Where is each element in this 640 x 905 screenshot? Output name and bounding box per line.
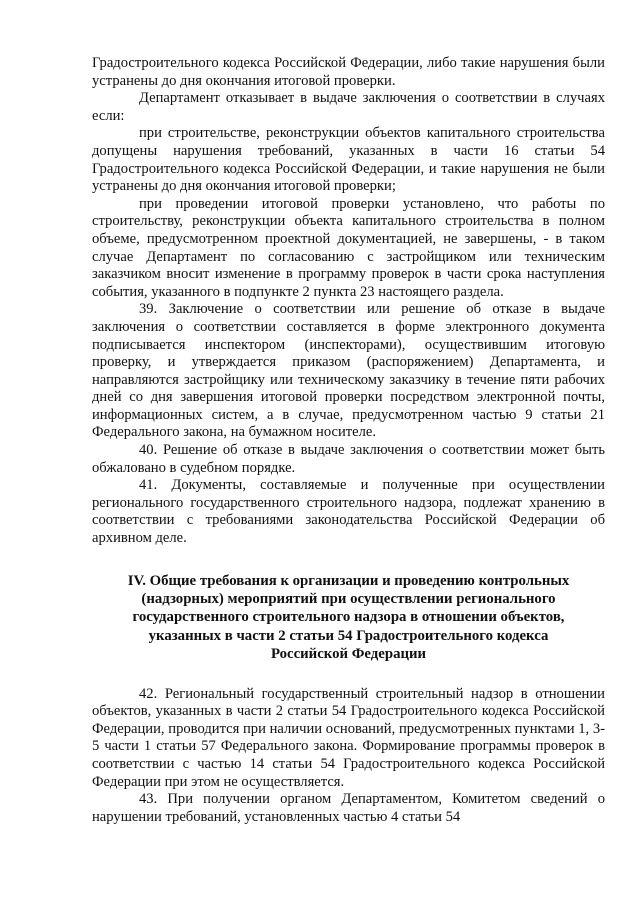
section-heading-line: государственного строительного надзора в отношении объектов, <box>132 609 565 626</box>
section-heading <box>92 572 605 664</box>
document-page <box>92 55 605 826</box>
section-heading-line: указанных в части 2 статьи 54 Градостроительного кодекса <box>148 627 549 644</box>
section-heading-line: Российской Федерации <box>270 646 427 663</box>
section-heading-line: IV. Общие требования к организации и проведению контрольных <box>127 572 570 589</box>
paragraph-39: 39. Заключение о соответствии или решение об отказе в выдаче заключения о соответствии составляется в форме электронного документа подписывается инспектором (инспекторами), осуществившим итоговую проверку, и утверждается приказом (распоряжением) Департамента, и направляются застройщику или техническому заказчику в течение пяти рабочих дней со дня завершения итоговой проверки посредством электронной почты, информационных систем, а в случае, предусмотренном частью 9 статьи 21 Федерального закона, на бумажном носителе. <box>92 301 605 441</box>
paragraph-40: 40. Решение об отказе в выдаче заключения о соответствии может быть обжаловано в судебном порядке. <box>92 442 605 476</box>
paragraph-continuation: Градостроительного кодекса Российской Федерации, либо такие нарушения были устранены до дня окончания итоговой проверки. <box>92 55 605 89</box>
paragraph-43: 43. При получении органом Департаментом, Комитетом сведений о нарушении требований, установленных частью 4 статьи 54 <box>92 791 605 825</box>
paragraph-42: 42. Региональный государственный строительный надзор в отношении объектов, указанных в части 2 статьи 54 Градостроительного кодекса Российской Федерации, проводится при наличии оснований, предусмотренных пунктами 1, 3-5 части 1 статьи 57 Федерального закона. Формирование программы проверок в соответствии с частью 14 статьи 54 Градостроительного кодекса Российской Федерации при этом не осуществляется. <box>92 685 605 790</box>
paragraph-refusal-case-2: при проведении итоговой проверки установлено, что работы по строительству, реконструкции объекта капитального строительства в полном объеме, предусмотренном проектной документацией, не завершены, - в таком случае Департамент по согласованию с застройщиком или техническим заказчиком вносит изменение в программу проверок в части срока наступления события, указанного в подпункте 2 пункта 23 настоящего раздела. <box>92 195 605 300</box>
paragraph-refusal-intro: Департамент отказывает в выдаче заключения о соответствии в случаях если: <box>92 90 605 124</box>
section-heading-line: (надзорных) мероприятий при осуществлении регионального <box>141 591 556 608</box>
paragraph-refusal-case-1: при строительстве, реконструкции объектов капитального строительства допущены нарушения требований, указанных в части 16 статьи 54 Градостроительного кодекса Российской Федерации, и такие нарушения не были устранены до дня окончания итоговой проверки; <box>92 125 605 195</box>
paragraph-41: 41. Документы, составляемые и полученные при осуществлении регионального государственного строительного надзора, подлежат хранению в соответствии с требованиями законодательства Российской Федерации об архивном деле. <box>92 477 605 547</box>
